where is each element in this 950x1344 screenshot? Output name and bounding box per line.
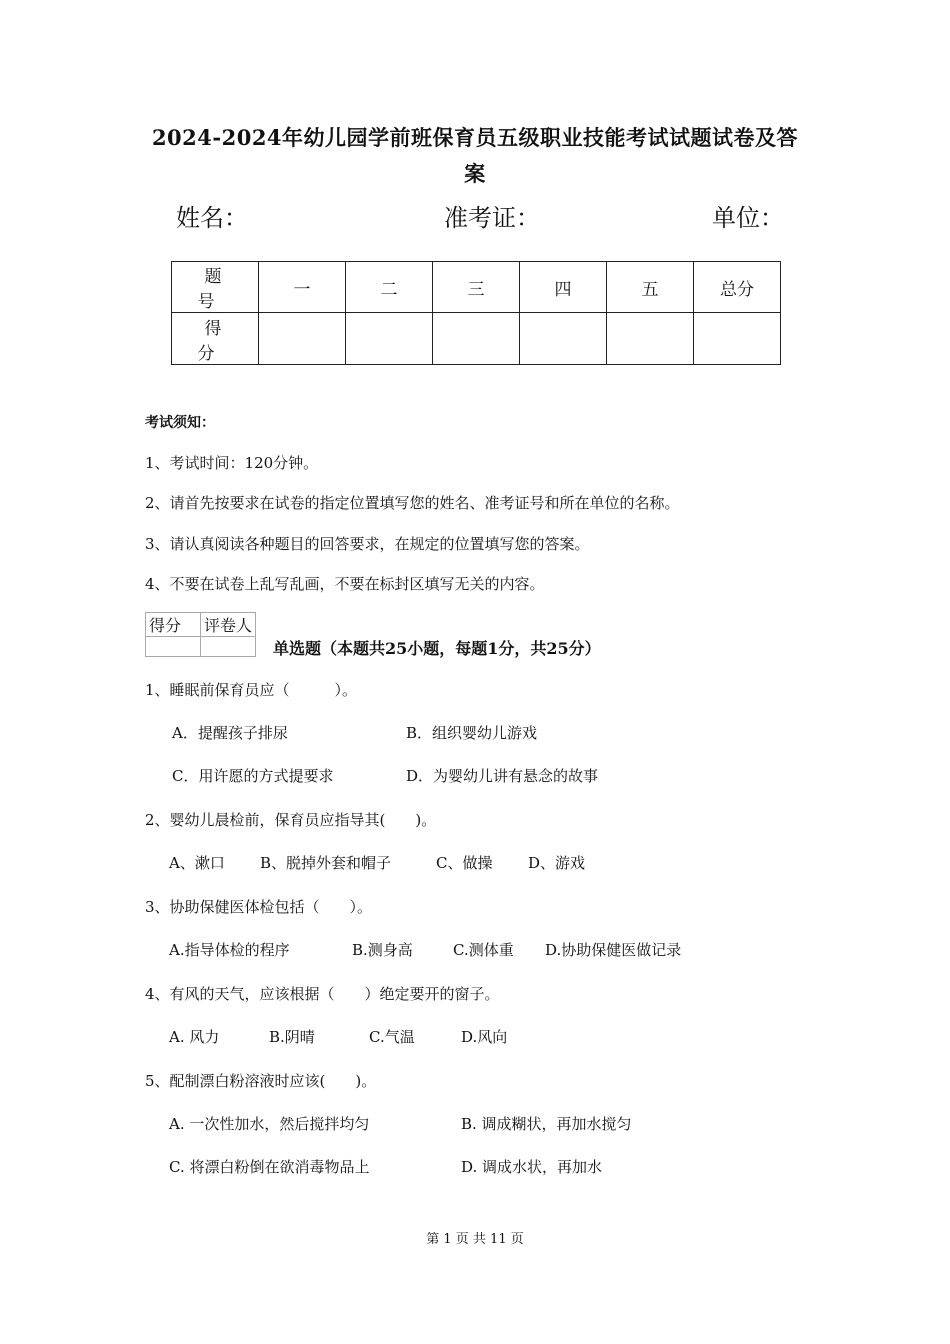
score-input-total[interactable] — [694, 313, 781, 365]
question-1-option-c: C．用许愿的方式提要求 — [172, 767, 334, 785]
score-input-1[interactable] — [259, 313, 346, 365]
grader-score-label: 得分 — [146, 613, 201, 637]
question-4-option-b: B.阴晴 — [269, 1028, 315, 1046]
section-title: 单选题（本题共25小题，每题1分，共25分） — [273, 639, 601, 658]
question-5-option-a: A. 一次性加水，然后搅拌均匀 — [169, 1115, 370, 1133]
name-label: 姓名： — [176, 204, 248, 232]
notice-heading: 考试须知： — [145, 415, 215, 431]
question-2-stem: 2、婴幼儿晨检前，保育员应指导其( )。 — [145, 811, 437, 829]
question-4-option-c: C.气温 — [369, 1028, 415, 1046]
question-2-option-c: C、做操 — [436, 854, 493, 872]
question-4-stem: 4、有风的天气，应该根据（ ）绝定要开的窗子。 — [145, 985, 500, 1003]
question-3-option-a: A.指导体检的程序 — [169, 941, 290, 959]
notice-item-4: 4、不要在试卷上乱写乱画，不要在标封区填写无关的内容。 — [145, 575, 545, 593]
score-table-cell-label: 题 号 — [172, 262, 259, 313]
score-table-header-row — [172, 262, 781, 313]
score-input-4[interactable] — [520, 313, 607, 365]
document-title — [120, 120, 830, 192]
score-table-score-row — [172, 313, 781, 365]
exam-number-label: 准考证： — [444, 204, 540, 232]
score-table-cell-1: 一 — [259, 262, 346, 313]
notice-item-1: 1、考试时间：120分钟。 — [145, 454, 319, 472]
score-table-cell-total: 总分 — [694, 262, 781, 313]
grader-name-field[interactable] — [201, 637, 256, 657]
score-table — [171, 261, 781, 365]
score-table-cell-5: 五 — [607, 262, 694, 313]
score-row-label: 得 分 — [172, 313, 259, 365]
question-1-option-d: D．为婴幼儿讲有悬念的故事 — [406, 767, 599, 785]
question-4-option-d: D.风向 — [461, 1028, 508, 1046]
page-footer: 第 1 页 共 11 页 — [426, 1232, 524, 1247]
question-3-option-d: D.协助保健医做记录 — [545, 941, 682, 959]
question-5-stem: 5、配制漂白粉溶液时应该( )。 — [145, 1072, 377, 1090]
score-table-cell-2: 二 — [346, 262, 433, 313]
unit-label: 单位： — [712, 204, 784, 232]
question-3-option-c: C.测体重 — [453, 941, 514, 959]
score-table-cell-3: 三 — [433, 262, 520, 313]
question-1-stem: 1、睡眠前保育员应（ ）。 — [145, 681, 358, 699]
question-5-option-b: B. 调成糊状，再加水搅匀 — [461, 1115, 632, 1133]
question-2-option-d: D、游戏 — [528, 854, 586, 872]
score-table-cell-4: 四 — [520, 262, 607, 313]
score-input-2[interactable] — [346, 313, 433, 365]
question-5-option-c: C. 将漂白粉倒在欲消毒物品上 — [169, 1158, 370, 1176]
title-line-1: 2024-2024年幼儿园学前班保育员五级职业技能考试试题试卷及答 — [151, 125, 799, 150]
question-3-option-b: B.测身高 — [352, 941, 413, 959]
question-4-option-a: A. 风力 — [169, 1028, 220, 1046]
score-input-3[interactable] — [433, 313, 520, 365]
question-1-option-a: A．提醒孩子排尿 — [172, 724, 288, 742]
grader-box — [145, 612, 256, 657]
question-2-option-a: A、漱口 — [169, 854, 225, 872]
question-1-option-b: B．组织婴幼儿游戏 — [406, 724, 538, 742]
question-5-option-d: D. 调成水状，再加水 — [461, 1158, 603, 1176]
notice-item-2: 2、请首先按要求在试卷的指定位置填写您的姓名、准考证号和所在单位的名称。 — [145, 494, 680, 512]
grader-name-label: 评卷人 — [201, 613, 256, 637]
question-2-option-b: B、脱掉外套和帽子 — [260, 854, 392, 872]
question-3-stem: 3、协助保健医体检包括（ ）。 — [145, 898, 373, 916]
title-line-2: 案 — [464, 161, 486, 186]
notice-item-3: 3、请认真阅读各种题目的回答要求，在规定的位置填写您的答案。 — [145, 535, 590, 553]
grader-score-field[interactable] — [146, 637, 201, 657]
score-input-5[interactable] — [607, 313, 694, 365]
